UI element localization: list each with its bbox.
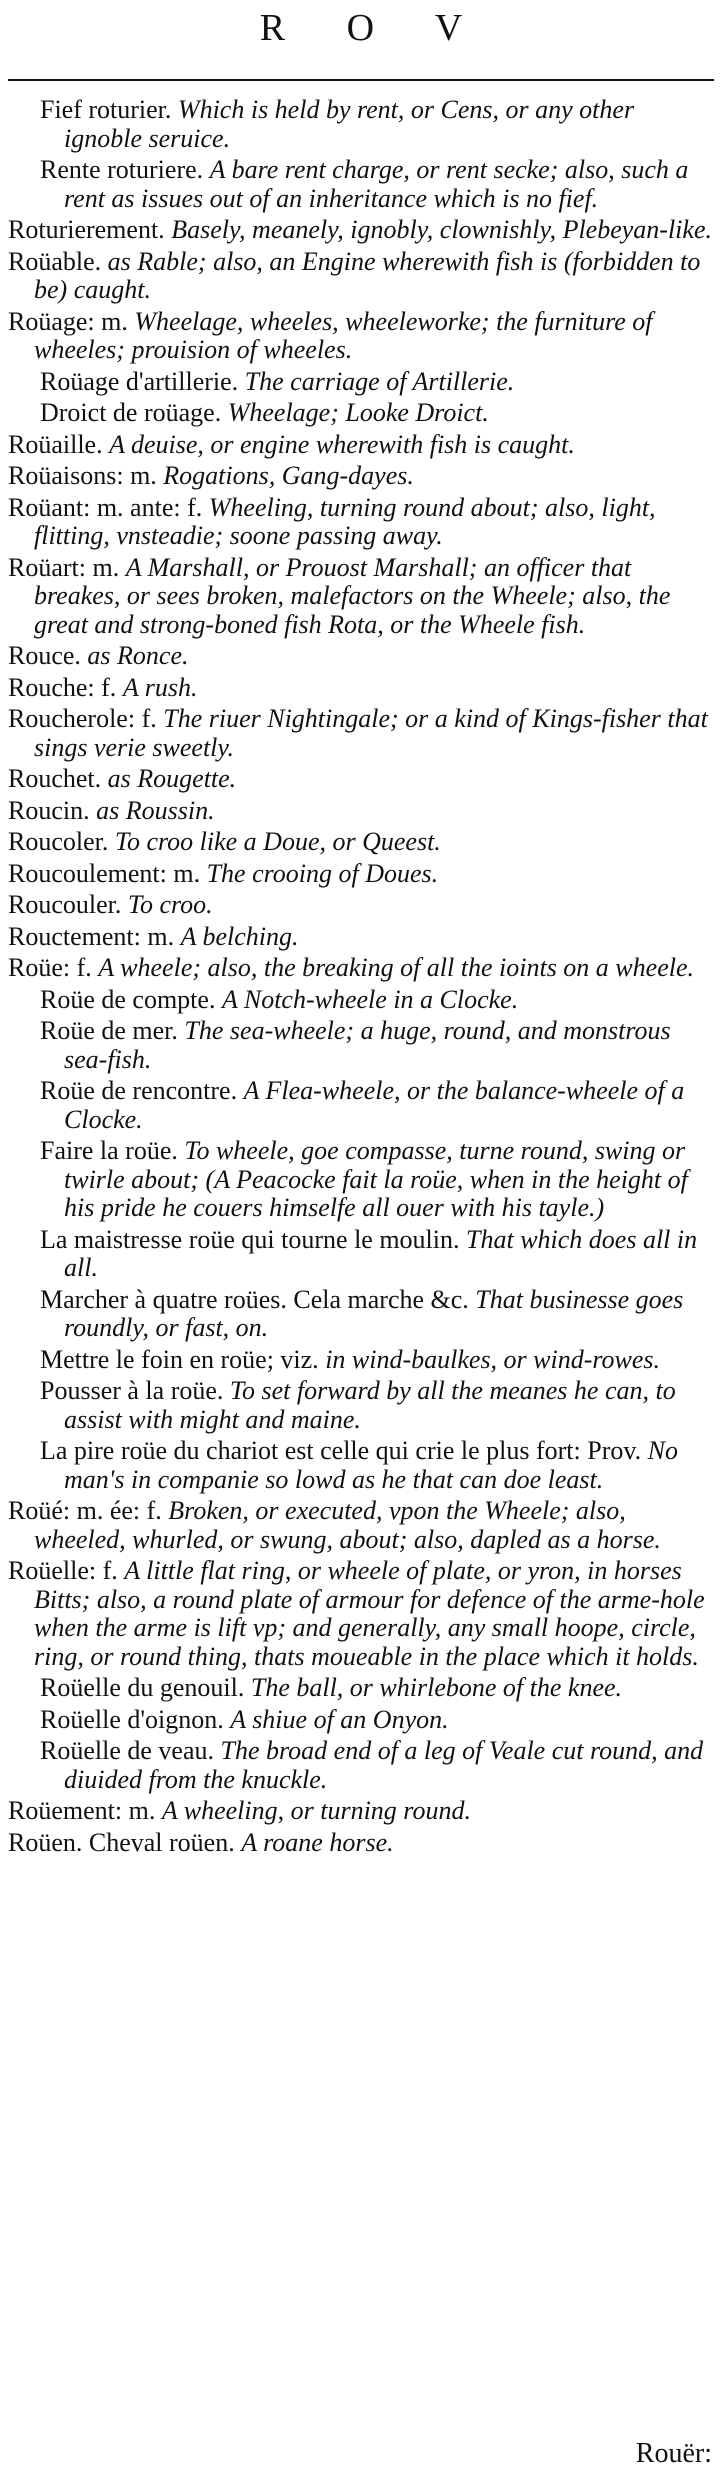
headword: Roüé: m. ée: f. xyxy=(8,1496,162,1525)
entry-sub xyxy=(8,1226,714,1283)
gloss: A deuise, or engine wherewith fish is caught. xyxy=(109,429,575,459)
entry-main xyxy=(8,1829,714,1858)
headword: Roüen. Cheval roüen. xyxy=(8,1827,235,1857)
gloss: Wheelage; Looke Droict. xyxy=(227,398,489,427)
entry-main xyxy=(8,1497,714,1554)
headword: Roüement: m. xyxy=(8,1796,156,1825)
gloss: A Marshall, or Prouost Marshall; an officer that breakes, or sees broken, malefactors on the Wheele; also, the great and strong-boned fish Rota, or the Wheele fish. xyxy=(34,552,671,639)
entry-sub xyxy=(8,1077,714,1134)
gloss: as Rable; also, an Engine wherewith fish is (forbidden to be) caught. xyxy=(34,246,701,304)
entry-sub xyxy=(8,368,714,397)
headword: Roüant: m. ante: f. xyxy=(8,492,203,522)
headword: Roüe de rencontre. xyxy=(40,1076,238,1105)
gloss: as Ronce. xyxy=(87,641,189,670)
headword: Roüaille. xyxy=(8,429,103,459)
headword: Roüelle: f. xyxy=(8,1556,118,1585)
gloss: Rogations, Gang-dayes. xyxy=(163,461,414,490)
entry-main xyxy=(8,1557,714,1671)
headword: Rouchet. xyxy=(8,764,102,793)
gloss: To croo. xyxy=(127,890,213,919)
entry-main xyxy=(8,705,714,762)
headword: Droict de roüage. xyxy=(40,398,222,427)
entry-sub xyxy=(8,986,714,1015)
entry-sub xyxy=(8,1286,714,1343)
headword: Roucoulement: m. xyxy=(8,858,201,888)
entry-main xyxy=(8,494,714,551)
headword: Marcher à quatre roües. Cela marche &c. xyxy=(40,1284,469,1314)
gloss: A little flat ring, or wheele of plate, or yron, in horses Bitts; also, a round plate of armour for defence of the arme-hole when the arme is lift vp; and generally, any small hoope, circle, ring, or round thing, thats moueable in the place which it holds. xyxy=(34,1556,705,1671)
headword: Roüable. xyxy=(8,246,102,276)
headword: Roüe de compte. xyxy=(40,984,216,1014)
headword: Roucouler. xyxy=(8,890,122,919)
entry-sub xyxy=(8,1377,714,1434)
entry-sub xyxy=(8,1017,714,1074)
entry-sub xyxy=(8,156,714,213)
headword: Rouche: f. xyxy=(8,672,117,702)
gloss: The riuer Nightingale; or a kind of Kings-fisher that sings verie sweetly. xyxy=(34,704,708,762)
gloss: The crooing of Doues. xyxy=(206,858,439,888)
gloss: A rush. xyxy=(122,672,198,702)
entry-main xyxy=(8,248,714,305)
entry-main xyxy=(8,1797,714,1826)
page-header: R O V xyxy=(259,7,489,49)
header-rule xyxy=(8,79,714,81)
gloss: Broken, or executed, vpon the Wheele; also, wheeled, whurled, or swung, about; also, dapled as a horse. xyxy=(34,1496,661,1554)
headword: La pire roüe du chariot est celle qui crie le plus fort: Prov. xyxy=(40,1436,642,1465)
gloss: Wheeling, turning round about; also, light, flitting, vnsteadie; soone passing away. xyxy=(34,492,656,550)
headword: Roüe de mer. xyxy=(40,1016,178,1045)
catchword: Rouër: xyxy=(635,2438,712,2469)
entry-sub xyxy=(8,1706,714,1735)
entry-main xyxy=(8,674,714,703)
entry-main xyxy=(8,642,714,671)
gloss: A wheeling, or turning round. xyxy=(161,1796,471,1825)
headword: Roüage d'artillerie. xyxy=(40,366,239,396)
gloss: Which is held by rent, or Cens, or any other ignoble seruice. xyxy=(64,95,635,153)
headword: Rente roturiere. xyxy=(40,155,204,184)
headword: La maistresse roüe qui tourne le moulin. xyxy=(40,1224,460,1254)
gloss: A shiue of an Onyon. xyxy=(230,1704,449,1734)
entry-main xyxy=(8,797,714,826)
gloss: A wheele; also, the breaking of all the ioints on a wheele. xyxy=(98,953,694,982)
entry-main xyxy=(8,828,714,857)
entry-sub xyxy=(8,1346,714,1375)
entry-main xyxy=(8,431,714,460)
entry-main xyxy=(8,923,714,952)
gloss: Wheelage, wheeles, wheeleworke; the furniture of wheeles; prouision of wheeles. xyxy=(34,306,653,364)
gloss: That businesse goes roundly, or fast, on. xyxy=(64,1284,684,1342)
gloss: Basely, meanely, ignobly, clownishly, Plebeyan-like. xyxy=(171,215,712,244)
gloss: The carriage of Artillerie. xyxy=(244,366,515,396)
gloss: The ball, or whirlebone of the knee. xyxy=(250,1673,623,1702)
entry-main xyxy=(8,554,714,640)
headword: Roucoler. xyxy=(8,827,109,856)
headword: Roüaisons: m. xyxy=(8,461,157,490)
gloss: A Flea-wheele, or the balance-wheele of a Clocke. xyxy=(64,1076,685,1134)
headword: Roucin. xyxy=(8,795,90,825)
headword: Roturierement. xyxy=(8,215,165,244)
entry-main xyxy=(8,954,714,983)
gloss: A bare rent charge, or rent secke; also, such a rent as issues out of an inheritance which is no fief. xyxy=(64,155,689,213)
entry-sub xyxy=(8,1737,714,1794)
gloss: A roane horse. xyxy=(241,1827,394,1857)
headword: Faire la roüe. xyxy=(40,1136,178,1165)
headword: Roüelle d'oignon. xyxy=(40,1704,224,1734)
headword: Fief roturier. xyxy=(40,95,172,124)
gloss: To set forward by all the meanes he can, to assist with might and maine. xyxy=(64,1376,676,1434)
gloss: A Notch-wheele in a Clocke. xyxy=(221,984,519,1014)
entry-main xyxy=(8,860,714,889)
entry-sub xyxy=(8,96,714,153)
gloss: The sea-wheele; a huge, round, and monstrous sea-fish. xyxy=(64,1016,671,1074)
gloss: as Rougette. xyxy=(107,764,237,793)
entry-main xyxy=(8,216,714,245)
headword: Roüart: m. xyxy=(8,552,120,582)
entry-sub xyxy=(8,1137,714,1223)
headword: Roüage: m. xyxy=(8,306,128,336)
headword: Mettre le foin en roüe; viz. xyxy=(40,1344,319,1374)
headword: Roucherole: f. xyxy=(8,704,157,733)
entry-sub xyxy=(8,1674,714,1703)
gloss: A belching. xyxy=(180,921,299,951)
headword: Roüelle du genouil. xyxy=(40,1673,245,1702)
entry-main xyxy=(8,765,714,794)
gloss: The broad end of a leg of Veale cut round, and diuided from the knuckle. xyxy=(64,1736,704,1794)
entry-main xyxy=(8,308,714,365)
headword: Pousser à la roüe. xyxy=(40,1376,224,1405)
headword: Rouctement: m. xyxy=(8,921,175,951)
entry-list xyxy=(8,96,714,1860)
entry-sub xyxy=(8,1437,714,1494)
gloss: as Roussin. xyxy=(96,795,215,825)
entry-main xyxy=(8,891,714,920)
gloss: To wheele, goe compasse, turne round, swing or twirle about; (A Peacocke fait la roüe, when in the height of his pride he couers himselfe all ouer with his tayle.) xyxy=(64,1136,688,1222)
gloss: in wind-baulkes, or wind-rowes. xyxy=(325,1344,661,1374)
headword: Roüelle de veau. xyxy=(40,1736,214,1765)
gloss: That which does all in all. xyxy=(64,1224,698,1282)
entry-sub xyxy=(8,399,714,428)
headword: Rouce. xyxy=(8,641,81,670)
headword: Roüe: f. xyxy=(8,953,92,982)
gloss: No man's in companie so lowd as he that can doe least. xyxy=(64,1436,679,1494)
entry-main xyxy=(8,462,714,491)
gloss: To croo like a Doue, or Queest. xyxy=(114,827,441,856)
